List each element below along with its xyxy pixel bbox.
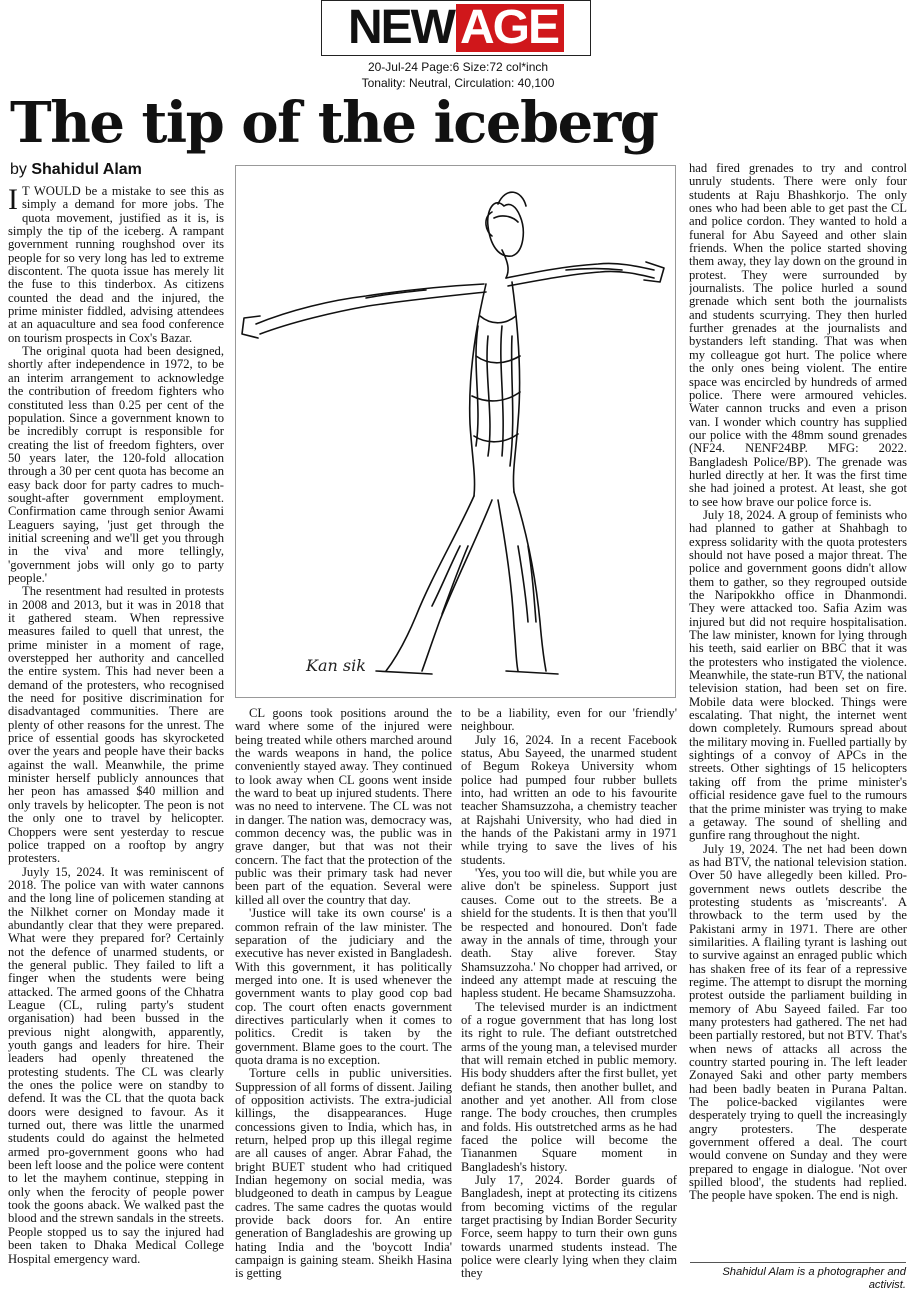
newspaper-logo: [321, 0, 591, 56]
author-note: Shahidul Alam is a photographer and activist.: [722, 1266, 906, 1291]
paragraph: to be a liability, even for our 'friendly' neighbour.: [461, 707, 677, 734]
article-illustration: [235, 165, 676, 698]
paragraph: 'Justice will take its own course' is a common refrain of the law minister. The separation of the judiciary and the executive has never existed in Bangladesh. With this government, it has politically merged into one. It is used whenever the government wants to play good cop bad cop. The court often enacts government directives particularly when it comes to politics. Credit is taken by the government. Blame goes to the court. The quota drama is no exception.: [235, 906, 452, 1067]
paragraph: July 18, 2024. A group of feminists who had planned to gather at Shahbagh to express solidarity with the quota protesters should not have posed a major threat. The police and government goons didn't allow them to gather, so they regrouped outside the Naripokkho office in Dhanmondi. They were attacked too. Safia Azim was injured but did not require hospitalisation. The law minister, known for lying through his teeth, said earlier on BBC that it was the protesters who instigated the violence. Meanwhile, the state-run BTV, the national television station, had been set on fire. Mobile data were blocked. Things were escalating. That night, the internet went down completely. Rumours spread about the military moving in. Fuelled partially by sightings of a convoy of APCs in the streets. Other sightings of 15 helicopters taking off from the prime minister's official residence gave fuel to the rumours that the prime minister was trying to make a getaway. The sound of shelling and gunfire rang throughout the night.: [689, 507, 907, 843]
logo-age: AGE: [456, 4, 564, 52]
byline: [10, 161, 142, 179]
drop-cap: I: [8, 185, 18, 216]
paragraph: July 16, 2024. In a recent Facebook status, Abu Sayeed, the unarmed student of Begum Rokeya University whom police had pumped four rubber bullets into, had written an ode to his favourite teacher Shamsuzzoha, a chemistry teacher at Rajshahi University, who had died in the hands of the Pakistani army in 1971 while trying to save the lives of his students.: [461, 732, 677, 867]
paragraph: Torture cells in public universities. Suppression of all forms of dissent. Jailing of opposition activists. The extra-judicial killings, the disappearances. Huge concessions given to India, which has, in return, helped prop up this illegal regime are all causes of anger. Abrar Fahad, the bright BUET student who had critiqued Indian hegemony on social media, was bludgeoned to death in campus by League cadres. The same cadres the quotas would provide back doors for. An entire generation of Bangladeshis are growing up hating India and the 'boycott India' campaign is gaining steam. Sheikh Hasina is getting: [235, 1066, 452, 1281]
artist-signature: Kan sik: [306, 656, 366, 675]
author-name: Shahidul Alam: [31, 161, 142, 178]
article-column-3: [461, 707, 677, 1305]
paragraph: The original quota had been designed, shortly after independence in 1972, to be an interim arrangement to acknowledge the contribution of freedom fighters who constituted less than 0.25 per cent of the population. Since a government known to be incredibly corrupt is responsible for creating the list of freedom fighters, over 50 years later, the 120-fold allocation through a 30 per cent quota has become an easy back door for party cadres to much-sought-after government employment. Confirmation came through senior Awami Leaguers saying, 'just get through the initial screening and we'll get you through in the viva' and more tellingly, 'government jobs will only go to party people.': [8, 344, 224, 585]
paragraph: I T WOULD be a mistake to see this as simply a demand for more jobs. The quota movement, justified as it is, is simply the tip of the iceberg. A rampant government running roughshod over its people for so very long has led to extreme discontent. The quota issue has merely lit the fuse to this tinderbox. As citizens counted the dead and the injured, the prime minister fiddled, advising attendees at an aquaculture and sea food conference on tourism prospects in Cox's Bazar.: [8, 185, 224, 345]
paragraph: 'Yes, you too will die, but while you are alive don't be spineless. Support just causes. Come out to the streets. Be a shield for the students. It is then that you'll be respected and honoured. Don't fade away in the annals of time, through your death. Stay alive forever. Stay Shamsuzzoha.' No chopper had arrived, or indeed any attempt made at rescuing the hapless student. He became Shamsuzzoha.: [461, 866, 677, 1001]
paragraph: The resentment had resulted in protests in 2008 and 2013, but it was in 2018 that it gathered steam. When repressive measures failed to quell that unrest, the prime minister in a moment of rage, overstepped her authority and cancelled the entire system. This had never been a demand of the protesters, who recognised the need for positive discrimination for disadvantaged communities. There are plenty of other reasons for the unrest. The price of essential goods has skyrocketed over the years and people have their backs against the wall. Meanwhile, the prime minister herself publicly announces that her peon has amassed $40 million and only travels by helicopter. The peon is not the only one to travel by helicopter. Choppers were sent yesterday to rescue police trapped on a rooftop by angry protesters.: [8, 584, 224, 866]
article-column-4: [689, 162, 907, 1254]
paragraph: Juyly 15, 2024. It was reminiscent of 2018. The police van with water cannons and the long line of policemen standing at the Nilkhet corner on Monday made it abundantly clear that they were prepared. What were they prepared for? Certainly not the defence of unarmed students, or the general public. They failed to lift a finger when the students were being attacked. The armed goons of the Chhatra League (CL, ruling party's student organisation) had been bussed in the previous night alongwith, apparently, youth gangs and leaders for hire. Their leaders had openly threatened the protesting students. The CL was clearly the ones the police were on standby to defend. It was the CL that the quota back doors were designed to favour. As it turned out, there was little the unarmed students could do against the helmeted armed pro-government goons who had been left loose and the police were content to let the mayhem continue, stepping in only when the ferocity of people power took the goons aback. We walked past the blood and the strewn sandals in the streets. People stopped us to say the injured had been taken to Dhaka Medical College Hospital emergency ward.: [8, 864, 224, 1266]
article-column-1: [8, 185, 224, 1305]
protester-sketch: [236, 166, 675, 697]
clip-meta-date: 20-Jul-24 Page:6 Size:72 col*inch: [367, 60, 549, 74]
article-column-2: [235, 707, 452, 1305]
paragraph: had fired grenades to try and control unruly students. There were only four students at Raju Bhashkorjo. The only ones who had been able to get past the CL and police cordon. They wanted to hold a funeral for Abu Sayeed and other slain friends. When the police started shoving them away, they lay down on the ground in protest. They were surrounded by journalists. The police hurled a sound grenade which sent both the journalists and students scurrying. They then hurled further grenades at the journalists and bystanders left standing. That was when my colleague got hurt. The police where the only ones being violent. The entire space was encircled by hundreds of armed police. There were armoured vehicles. Water cannon trucks and even a prison van. I wonder which country has supplied our police with the 48mm sound grenades (NF24. NENF24BP. MFG: 2022. Bangladesh Police/BP). The grenade was hurled directly at her. It was the first time she had joined a protest. At least, she got to see how brave our police force is.: [689, 162, 907, 509]
paragraph: The televised murder is an indictment of a rogue government that has long lost its right to rule. The defiant outstretched arms of the young man, a televised murder that will remain etched in public memory. His body shudders after the first bullet, yet defiant he stands, then another bullet, and another and yet another. All from close range. The body crouches, then crumples and folds. His outstretched arms as he had faced the police will become the Tiananmen Square moment in Bangladesh's history.: [461, 999, 677, 1174]
author-note-divider: [690, 1262, 906, 1263]
paragraph: July 19, 2024. The net had been down as had BTV, the national television station. Over 50 have allegedly been killed. Pro-government news outlets describe the protesting students as 'miscreants'. A throwback to the term used by the Pakistani army in 1971. There are other similarities. A flailing tyrant is lashing out to survive against an enraged public which has shaken free of its fear of a repressive regime. The attempt to disrupt the morning protest outside the parliament building in memory of Abu Sayeed failed. Far too many protesters had gathered. The net had been partially restored, but not BTV. That's when news of attacks all across the country started pouring in. The left leader Zonayed Saki and other party members had been badly beaten in Purana Paltan. The police-backed vigilantes were desperately trying to quell the increasingly angry protesters. The desperate government offered a deal. The court would convene on Sunday and they were prepared to engage in dialogue. 'Not over spilled blood', the students had replied. The people have spoken. The end is nigh.: [689, 841, 907, 1203]
article-headline: The tip of the iceberg: [10, 90, 658, 156]
clip-meta-tonality: Tonality: Neutral, Circulation: 40,100: [361, 76, 555, 90]
paragraph: CL goons took positions around the ward where some of the injured were being treated while others marched around the wards weapons in hand, the police conveniently stayed away. They continued to look away when CL goons went inside the ward to beat up injured students. There was no need to intervene. The CL was not in danger. The nation was, democracy was, common decency was, the public was in grave danger, but that was not their concern. The fact that the protection of the public was their primary task had never been part of the equation. Several were killed all over the country that day.: [235, 707, 452, 907]
logo-new: NEW: [348, 1, 454, 54]
paragraph: July 17, 2024. Border guards of Bangladesh, inept at protecting its citizens from becoming victims of the regular target practising by Indian Border Security Force, seem happy to turn their own guns towards unarmed students instead. The police were clearly lying when they claim they: [461, 1173, 677, 1281]
byline-prefix: by: [10, 161, 27, 178]
